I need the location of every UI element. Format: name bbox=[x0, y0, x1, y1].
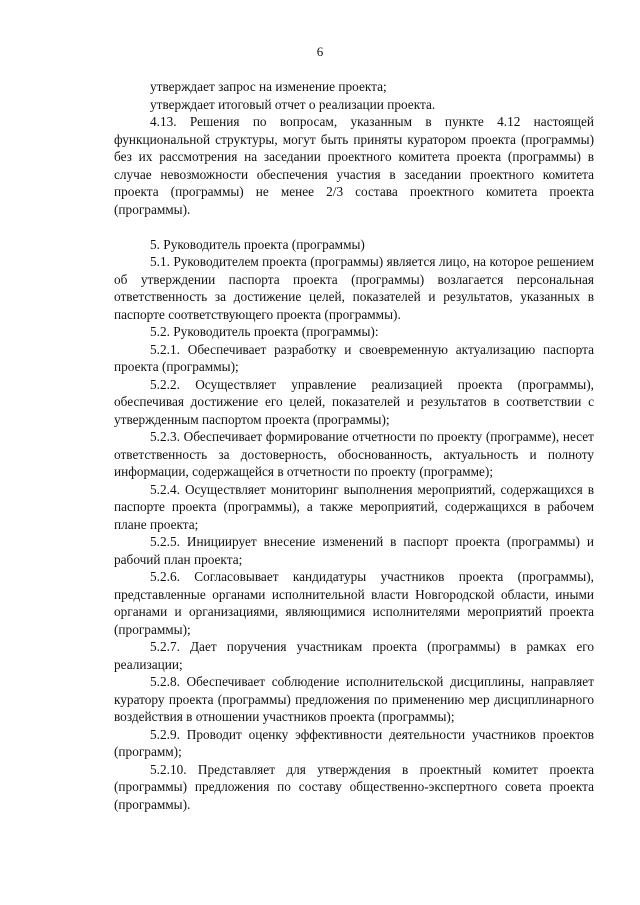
section-heading: 5. Руководитель проекта (программы) bbox=[150, 236, 365, 252]
paragraph: 5.2.6. Согласовывает кандидатуры участников проекта (программы), представленные органами исполнительной власти Новгородской области, иными органами и организациями, являющимися исполнителями мероприятий проекта (программы); bbox=[114, 569, 594, 637]
paragraph: 5.2.5. Инициирует внесение изменений в паспорт проекта (программы) и рабочий план проекта; bbox=[114, 534, 594, 567]
paragraph: 5.2.8. Обеспечивает соблюдение исполнительской дисциплины, направляет куратору проекта (программы) предложения по применению мер дисциплинарного воздействия в отношении участников проекта (программы); bbox=[114, 674, 594, 724]
section-gap bbox=[114, 218, 594, 236]
paragraph: 5.1. Руководителем проекта (программы) является лицо, на которое решением об утверждении паспорта проекта (программы) возлагается персональная ответственность за достижение целей, показателей и результатов, указанных в паспорте соответствующего проекта (программы). bbox=[114, 254, 594, 322]
paragraph: 5.2.4. Осуществляет мониторинг выполнения мероприятий, содержащихся в паспорте проекта (программы), а также мероприятий, содержащихся в рабочем плане проекта; bbox=[114, 481, 594, 532]
paragraph: 5.2.7. Дает поручения участникам проекта (программы) в рамках его реализации; bbox=[114, 639, 594, 672]
page-number: 6 bbox=[316, 44, 324, 59]
paragraph: 5.2.1. Обеспечивает разработку и своевременную актуализацию паспорта проекта (программы); bbox=[114, 341, 594, 374]
paragraph: утверждает итоговый отчет о реализации проекта. bbox=[150, 96, 436, 112]
paragraph: 5.2.10. Представляет для утверждения в проектный комитет проекта (программы) предложения по составу общественно-экспертного совета проекта (программы). bbox=[114, 761, 594, 812]
paragraph: утверждает запрос на изменение проекта; bbox=[150, 79, 387, 94]
paragraph: 5.2.9. Проводит оценку эффективности деятельности участников проектов (программ); bbox=[114, 726, 594, 759]
paragraph: 4.13. Решения по вопросам, указанным в пункте 4.12 настоящей функциональной структуры, могут быть приняты куратором проекта (программы) без их рассмотрения на заседании проектного комитета проекта (программы) в случае невозможности обеспечения участия в заседании проектного комитета проекта (программы) не менее 2/3 состава проектного комитета проекта (программы). bbox=[114, 114, 594, 217]
document-body bbox=[114, 78, 594, 813]
paragraph: 5.2. Руководитель проекта (программы): bbox=[150, 324, 379, 339]
paragraph: 5.2.3. Обеспечивает формирование отчетности по проекту (программе), несет ответственность за достоверность, обоснованность, актуальность и полноту информации, содержащейся в отчетности по проекту (программе); bbox=[114, 429, 594, 479]
paragraph: 5.2.2. Осуществляет управление реализацией проекта (программы), обеспечивая достижение его целей, показателей и результатов в соответствии с утвержденным паспортом проекта (программы); bbox=[114, 376, 594, 427]
